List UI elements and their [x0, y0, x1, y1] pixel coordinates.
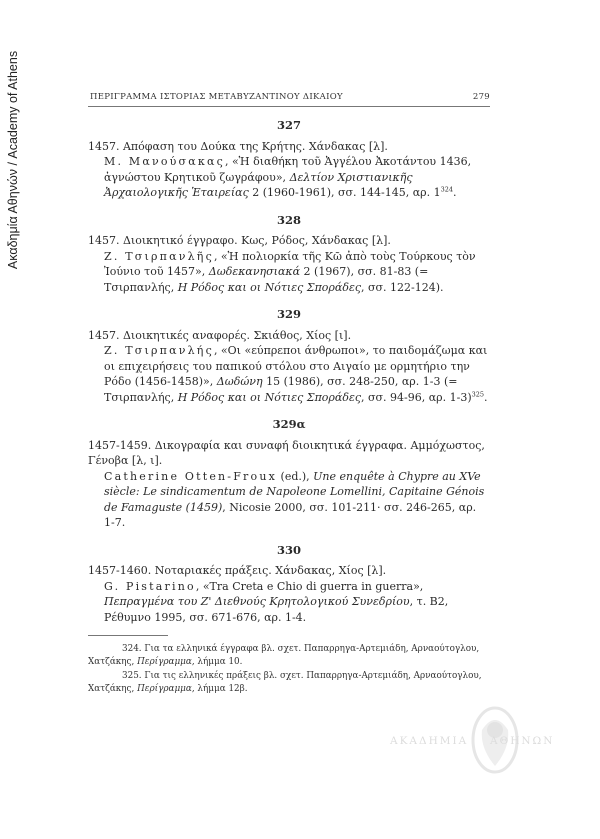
entry-reference: G. Pistarino, «Tra Creta e Chio di guerra in guerra», Πεπραγμένα του Ζ' Διεθνούς Κρητολογικού Συνεδρίου, τ. Β2, Ρέθυμνο 1995, σσ. 671-676, αρ. 1-4.: [104, 579, 449, 624]
footnote-325: 325. Για τις ελληνικές πράξεις βλ. σχετ. Παπαρρηγα-Αρτεμιάδη, Αρναούτογλου, Χατζάκης, Περίγραμμα, λήμμα 12β.: [88, 671, 482, 694]
header-rule: [88, 106, 490, 107]
running-header: [90, 92, 490, 102]
entry-heading: 1457-1459. Δικογραφία και συναφή διοικητικά έγγραφα. Αμμόχωστος, Γένοβα [λ, ι].: [88, 438, 485, 467]
entry-number: 329α: [272, 417, 306, 431]
running-title: ΠΕΡΙΓΡΑΜΜΑ ΙΣΤΟΡΙΑΣ ΜΕΤΑΒΥΖΑΝΤΙΝΟΥ ΔΙΚΑΙΟΥ: [90, 92, 343, 102]
footnote-rule: [88, 635, 168, 636]
author-name: G. Pistarino: [104, 579, 196, 593]
entry-330: [88, 543, 490, 626]
footnotes: [88, 643, 490, 697]
author-name: Μ. Μανούσακας: [104, 155, 225, 168]
page-number: 279: [472, 92, 490, 102]
entry-reference: Ζ. Τσιρπανλῆς, «Ἡ πολιορκία τῆς Κῶ ἀπὸ τοὺς Τούρκους τὸν Ἰούνιο τοῦ 1457», Δωδεκανησιακά 2 (1967), σσ. 81-83 (= Τσιρπανλής, Η Ρόδος και οι Νότιες Σποράδες, σσ. 122-124).: [104, 249, 476, 294]
footnote-ref: 325: [471, 389, 485, 398]
footnote-324: 324. Για τα ελληνικά έγγραφα βλ. σχετ. Παπαρρηγα-Αρτεμιάδη, Αρναούτογλου, Χατζάκης, Περίγραμμα, λήμμα 10.: [88, 644, 480, 667]
entry-number: 328: [276, 212, 301, 227]
entry-number: 329: [276, 307, 301, 321]
entry-number: 330: [276, 542, 301, 557]
entry-327: [88, 118, 490, 201]
entry-heading: 1457. Απόφαση του Δούκα της Κρήτης. Χάνδακας [λ].: [88, 139, 388, 153]
entry-328: [88, 213, 490, 296]
entry-number: 327: [276, 118, 301, 132]
entry-329a: [88, 417, 490, 531]
side-label: Ακαδημία Αθηνών / Academy of Athens: [6, 50, 20, 270]
main-text: [88, 112, 490, 637]
entry-heading: 1457-1460. Νοταριακές πράξεις. Χάνδακας, Χίος [λ].: [88, 564, 387, 577]
entry-reference: Ζ. Τσιρπανλής, «Οι «εύπρεποι άνθρωποι», το παιδομάζωμα και οι επιχειρήσεις του παπικού στόλου στο Αιγαίο με ορμητήριο την Ρόδο (1456-1458)», Δωδώνη 15 (1986), σσ. 248-250, αρ. 1-3 (= Τσιρπανλής, Η Ρόδος και οι Νότιες Σποράδες, σσ. 94-96, αρ. 1-3)$^{325}$.: [104, 344, 488, 404]
entry-329: [88, 307, 490, 405]
entry-reference: Μ. Μανούσακας, «Ἡ διαθήκη τοῦ Ἀγγέλου Ἀκοτάντου 1436, ἀγνώστου Κρητικοῦ ζωγράφου», Δελτίον Χριστιανικῆς Ἀρχαιολογικῆς Ἑταιρείας 2 (1960-1961), σσ. 144-145, αρ. $1^{324}$.: [104, 155, 472, 199]
watermark-right: ΑΘΗΝΩΝ: [490, 735, 555, 747]
watermark-left: ΑΚΑΔΗΜΙΑ: [390, 735, 469, 747]
entry-heading: 1457. Διοικητικό έγγραφο. Κως, Ρόδος, Χάνδακας [λ].: [88, 234, 391, 247]
entry-heading: 1457. Διοικητικές αναφορές. Σκιάθος, Χίος [ι].: [88, 328, 352, 342]
author-name: Ζ. Τσιρπανλῆς: [104, 249, 214, 263]
entry-reference: Catherine Otten-Froux (ed.), Une enquête à Chypre au XVe siècle: Le sindicamentum de Napoleone Lomellini, Capitaine Génois de Famaguste (1459), Nicosie 2000, σσ. 101-211· σσ. 246-265, αρ. 1-7.: [104, 469, 485, 529]
author-name: Catherine Otten-Froux: [104, 469, 278, 483]
author-name: Ζ. Τσιρπανλής: [104, 344, 214, 357]
footnote-ref: 324: [440, 185, 454, 194]
